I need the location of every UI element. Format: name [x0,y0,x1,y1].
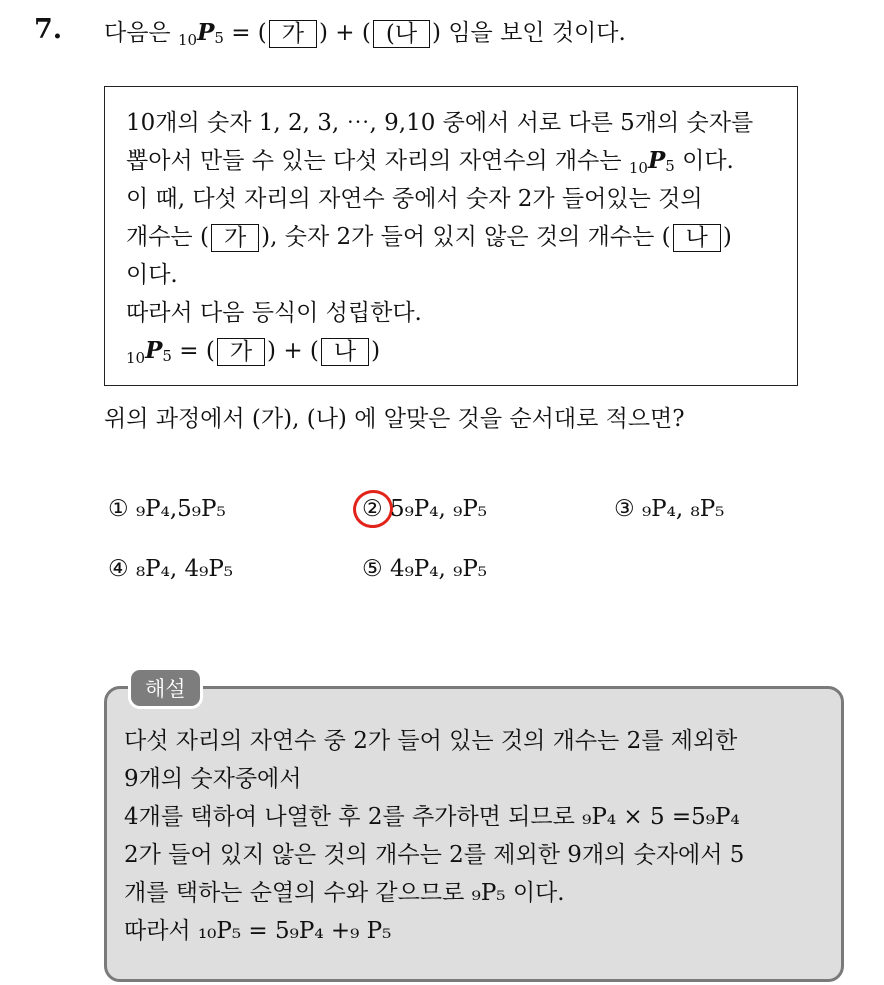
box-line-2-text: 뽑아서 만들 수 있는 다섯 자리의 자연수의 개수는 [126,148,622,174]
choice-3-text: ₉P₄, ₈P₅ [641,496,725,522]
choice-4[interactable] [108,556,233,582]
choice-4-number: ④ [108,556,129,582]
box-line-1: 10개의 숫자 1, 2, 3, ⋯, 9,10 중에서 서로 다른 5개의 숫자를 [126,110,754,136]
choice-5[interactable] [362,556,487,582]
box-line-7-mid: = ( [171,338,215,364]
box-line-7-sub: 10 [126,349,146,367]
choice-2[interactable] [362,496,487,522]
box-line-7-post: ) [371,338,381,364]
box-line-5: 이다. [126,262,178,288]
box-line-7-plus: ) + ( [267,338,319,364]
box-line-7-exp: 5 [162,347,172,365]
choice-1[interactable] [108,496,226,522]
solution-tag: 해설 [128,667,203,709]
question-prompt: 위의 과정에서 (가), (나) 에 알맞은 것을 순서대로 적으면? [104,406,685,432]
stem-plus: ) + ( [319,20,371,46]
choice-5-number: ⑤ [362,556,383,582]
choice-3[interactable] [614,496,724,522]
solution-line-5: 개를 택하는 순열의 수와 같으므로 ₉P₅ 이다. [124,880,565,906]
box-line-4 [126,218,732,256]
question-number: 7. [34,14,63,45]
stem-pre: 다음은 [104,20,171,46]
solution-line-6: 따라서 ₁₀P₅ = 5₉P₄ +₉ P₅ [124,918,392,944]
choice-2-number: ② [362,496,383,522]
stem-blank-b: (나 [373,20,430,48]
stem-post: ) 임을 보인 것이다. [432,20,626,46]
stem-sub: 10 [177,31,198,49]
box-line-4-blank-b: 나 [673,224,721,252]
box-line-4-post: ) [722,224,732,250]
choice-5-text: 4₉P₄, ₉P₅ [389,556,488,582]
stem-blank-a: 가 [269,20,317,48]
solution-line-3: 4개를 택하여 나열한 후 2를 추가하면 되므로 ₉P₄ × 5 =5₉P₄ [124,804,740,830]
box-line-7-blank-b: 나 [321,338,369,366]
box-line-6: 따라서 다음 등식이 성립한다. [126,300,422,326]
box-line-2-exp: 5 [665,157,675,175]
box-line-7-p: P [145,337,163,364]
box-line-2-sub: 10 [628,159,648,177]
box-line-7 [126,332,380,377]
box-line-4-mid: ), 숫자 2가 들어 있지 않은 것의 개수는 ( [261,224,671,250]
box-line-2-p: P [647,147,666,174]
box-line-7-blank-a: 가 [217,338,265,366]
choice-2-text: 5₉P₄, ₉P₅ [389,496,488,522]
box-line-2-post: 이다. [682,148,734,174]
stem-p: P [197,19,215,46]
box-line-3: 이 때, 다섯 자리의 자연수 중에서 숫자 2가 들어있는 것의 [126,186,703,212]
stem-exp: 5 [214,29,224,47]
choice-3-number: ③ [614,496,635,522]
stem-mid: = ( [223,20,267,46]
question-stem [104,14,626,59]
choice-4-text: ₈P₄, 4₉P₅ [135,556,234,582]
box-line-4-blank-a: 가 [211,224,259,252]
solution-line-4: 2가 들어 있지 않은 것의 개수는 2를 제외한 9개의 숫자에서 5 [124,842,745,868]
solution-line-2: 9개의 숫자중에서 [124,766,302,792]
solution-line-1: 다섯 자리의 자연수 중 2가 들어 있는 것의 개수는 2를 제외한 [124,728,738,754]
choice-1-number: ① [108,496,129,522]
choice-1-text: ₉P₄,5₉P₅ [135,496,226,522]
box-line-4-pre: 개수는 ( [126,224,209,250]
